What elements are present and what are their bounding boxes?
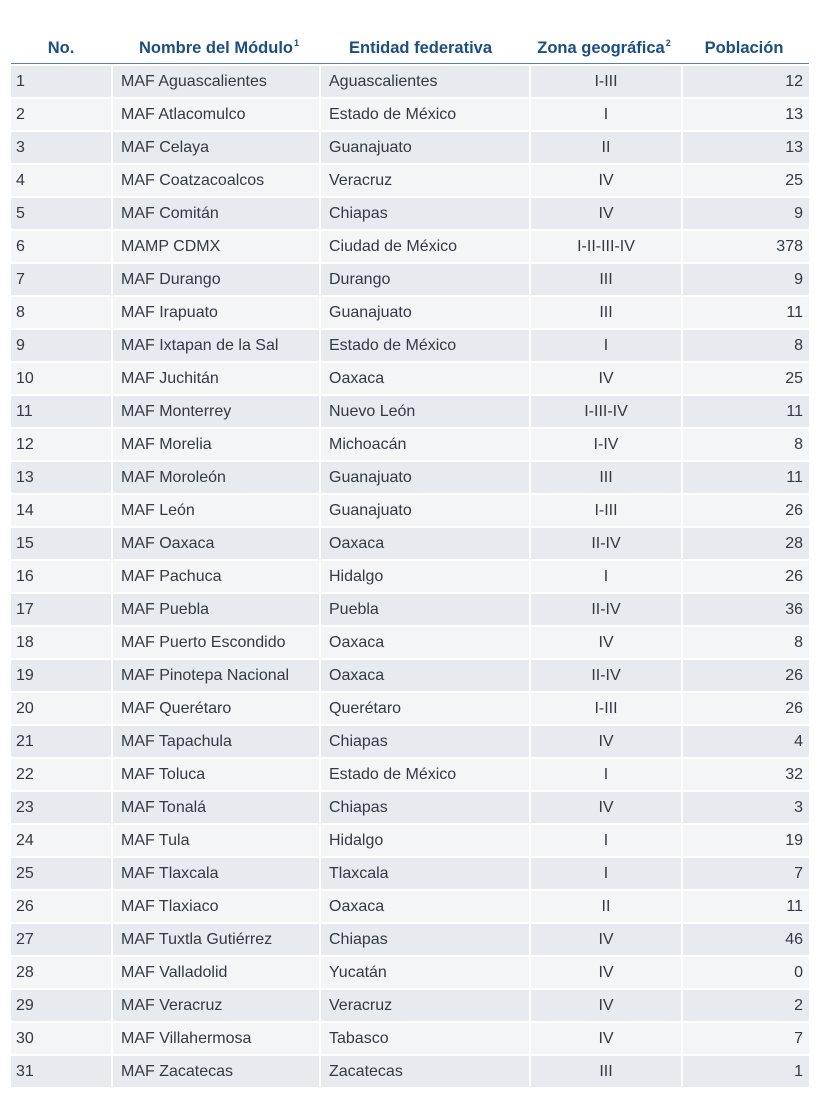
cell-zona: IV: [531, 726, 681, 757]
cell-poblacion: 28: [683, 528, 809, 559]
cell-zona: II-IV: [531, 528, 681, 559]
cell-no: 6: [11, 231, 111, 262]
cell-no: 25: [11, 858, 111, 889]
cell-entidad: Durango: [321, 264, 529, 295]
header-modulo-label: Nombre del Módulo: [139, 39, 293, 57]
cell-modulo: MAF Puebla: [113, 594, 319, 625]
cell-no: 29: [11, 990, 111, 1021]
table-row: [11, 396, 809, 427]
cell-entidad: Hidalgo: [321, 561, 529, 592]
cell-modulo: MAF Ixtapan de la Sal: [113, 330, 319, 361]
cell-modulo: MAF Juchitán: [113, 363, 319, 394]
table-row: [11, 264, 809, 295]
cell-poblacion: 26: [683, 693, 809, 724]
cell-no: 10: [11, 363, 111, 394]
cell-no: 1: [11, 66, 111, 97]
cell-zona: II: [531, 132, 681, 163]
cell-no: 13: [11, 462, 111, 493]
cell-modulo: MAF León: [113, 495, 319, 526]
cell-no: 12: [11, 429, 111, 460]
cell-no: 27: [11, 924, 111, 955]
table-row: [11, 231, 809, 262]
cell-modulo: MAF Tuxtla Gutiérrez: [113, 924, 319, 955]
table-row: [11, 528, 809, 559]
cell-zona: I-II-III-IV: [531, 231, 681, 262]
cell-poblacion: 8: [683, 627, 809, 658]
cell-no: 14: [11, 495, 111, 526]
cell-no: 16: [11, 561, 111, 592]
cell-entidad: Querétaro: [321, 693, 529, 724]
cell-poblacion: 11: [683, 891, 809, 922]
cell-no: 4: [11, 165, 111, 196]
cell-zona: I: [531, 825, 681, 856]
cell-modulo: MAF Toluca: [113, 759, 319, 790]
cell-poblacion: 7: [683, 1023, 809, 1054]
cell-no: 18: [11, 627, 111, 658]
cell-modulo: MAF Monterrey: [113, 396, 319, 427]
modules-table: [11, 30, 809, 1089]
cell-entidad: Oaxaca: [321, 363, 529, 394]
cell-no: 26: [11, 891, 111, 922]
cell-modulo: MAF Oaxaca: [113, 528, 319, 559]
cell-modulo: MAF Celaya: [113, 132, 319, 163]
cell-poblacion: 19: [683, 825, 809, 856]
cell-entidad: Puebla: [321, 594, 529, 625]
cell-zona: I: [531, 561, 681, 592]
cell-entidad: Oaxaca: [321, 660, 529, 691]
cell-poblacion: 0: [683, 957, 809, 988]
cell-modulo: MAMP CDMX: [113, 231, 319, 262]
cell-entidad: Chiapas: [321, 198, 529, 229]
table-row: [11, 297, 809, 328]
cell-poblacion: 13: [683, 99, 809, 130]
cell-no: 3: [11, 132, 111, 163]
cell-no: 24: [11, 825, 111, 856]
cell-entidad: Estado de México: [321, 330, 529, 361]
cell-modulo: MAF Tapachula: [113, 726, 319, 757]
cell-no: 20: [11, 693, 111, 724]
header-poblacion: Población: [704, 39, 784, 57]
cell-modulo: MAF Morelia: [113, 429, 319, 460]
cell-entidad: Nuevo León: [321, 396, 529, 427]
cell-entidad: Guanajuato: [321, 495, 529, 526]
cell-no: 5: [11, 198, 111, 229]
table-body: [11, 66, 809, 1087]
cell-entidad: Oaxaca: [321, 627, 529, 658]
cell-zona: IV: [531, 198, 681, 229]
cell-entidad: Estado de México: [321, 759, 529, 790]
cell-zona: IV: [531, 792, 681, 823]
cell-no: 15: [11, 528, 111, 559]
table-row: [11, 462, 809, 493]
cell-entidad: Veracruz: [321, 990, 529, 1021]
header-zona: [529, 38, 679, 63]
table-row: [11, 363, 809, 394]
cell-no: 9: [11, 330, 111, 361]
table-row: [11, 825, 809, 856]
table-row: [11, 165, 809, 196]
cell-no: 7: [11, 264, 111, 295]
table-row: [11, 99, 809, 130]
cell-entidad: Zacatecas: [321, 1056, 529, 1087]
cell-modulo: MAF Tonalá: [113, 792, 319, 823]
cell-poblacion: 26: [683, 660, 809, 691]
cell-poblacion: 26: [683, 561, 809, 592]
cell-entidad: Estado de México: [321, 99, 529, 130]
cell-poblacion: 4: [683, 726, 809, 757]
table-row: [11, 561, 809, 592]
cell-modulo: MAF Tlaxiaco: [113, 891, 319, 922]
cell-no: 11: [11, 396, 111, 427]
cell-poblacion: 2: [683, 990, 809, 1021]
table-row: [11, 198, 809, 229]
cell-poblacion: 9: [683, 264, 809, 295]
table-row: [11, 660, 809, 691]
cell-poblacion: 9: [683, 198, 809, 229]
cell-entidad: Oaxaca: [321, 528, 529, 559]
cell-entidad: Aguascalientes: [321, 66, 529, 97]
cell-no: 2: [11, 99, 111, 130]
cell-modulo: MAF Irapuato: [113, 297, 319, 328]
cell-poblacion: 12: [683, 66, 809, 97]
cell-modulo: MAF Atlacomulco: [113, 99, 319, 130]
header-zona-footnote: 2: [665, 38, 671, 48]
cell-modulo: MAF Villahermosa: [113, 1023, 319, 1054]
cell-poblacion: 8: [683, 429, 809, 460]
cell-zona: I-III: [531, 66, 681, 97]
cell-poblacion: 25: [683, 165, 809, 196]
cell-entidad: Chiapas: [321, 726, 529, 757]
cell-poblacion: 13: [683, 132, 809, 163]
table-row: [11, 858, 809, 889]
cell-zona: I: [531, 99, 681, 130]
cell-modulo: MAF Zacatecas: [113, 1056, 319, 1087]
cell-no: 22: [11, 759, 111, 790]
cell-entidad: Veracruz: [321, 165, 529, 196]
cell-modulo: MAF Valladolid: [113, 957, 319, 988]
header-modulo: [111, 38, 321, 63]
cell-modulo: MAF Veracruz: [113, 990, 319, 1021]
cell-modulo: MAF Pachuca: [113, 561, 319, 592]
cell-modulo: MAF Querétaro: [113, 693, 319, 724]
cell-zona: I: [531, 858, 681, 889]
cell-zona: IV: [531, 924, 681, 955]
table-row: [11, 990, 809, 1021]
header-no: No.: [47, 39, 75, 57]
cell-no: 19: [11, 660, 111, 691]
cell-modulo: MAF Tlaxcala: [113, 858, 319, 889]
cell-entidad: Chiapas: [321, 924, 529, 955]
cell-zona: I-III-IV: [531, 396, 681, 427]
table-row: [11, 594, 809, 625]
cell-poblacion: 32: [683, 759, 809, 790]
cell-entidad: Hidalgo: [321, 825, 529, 856]
cell-poblacion: 378: [683, 231, 809, 262]
cell-entidad: Guanajuato: [321, 132, 529, 163]
header-entidad: Entidad federativa: [349, 39, 493, 57]
header-zona-label: Zona geográfica: [537, 39, 665, 57]
cell-modulo: MAF Coatzacoalcos: [113, 165, 319, 196]
table-row: [11, 495, 809, 526]
cell-zona: II-IV: [531, 660, 681, 691]
cell-poblacion: 7: [683, 858, 809, 889]
table-header: [11, 30, 809, 64]
cell-no: 23: [11, 792, 111, 823]
cell-zona: I: [531, 330, 681, 361]
cell-zona: IV: [531, 165, 681, 196]
table-row: [11, 792, 809, 823]
cell-zona: I-III: [531, 495, 681, 526]
cell-poblacion: 8: [683, 330, 809, 361]
table-row: [11, 759, 809, 790]
table-row: [11, 1023, 809, 1054]
cell-zona: III: [531, 297, 681, 328]
cell-modulo: MAF Puerto Escondido: [113, 627, 319, 658]
table-row: [11, 627, 809, 658]
table-row: [11, 726, 809, 757]
cell-entidad: Guanajuato: [321, 462, 529, 493]
cell-entidad: Guanajuato: [321, 297, 529, 328]
cell-zona: IV: [531, 1023, 681, 1054]
cell-poblacion: 11: [683, 396, 809, 427]
cell-poblacion: 26: [683, 495, 809, 526]
cell-zona: IV: [531, 957, 681, 988]
table-row: [11, 957, 809, 988]
cell-no: 8: [11, 297, 111, 328]
cell-zona: II: [531, 891, 681, 922]
table-row: [11, 924, 809, 955]
cell-zona: III: [531, 264, 681, 295]
cell-entidad: Oaxaca: [321, 891, 529, 922]
cell-no: 31: [11, 1056, 111, 1087]
cell-entidad: Michoacán: [321, 429, 529, 460]
cell-modulo: MAF Pinotepa Nacional: [113, 660, 319, 691]
header-modulo-footnote: 1: [294, 38, 300, 48]
cell-no: 17: [11, 594, 111, 625]
cell-entidad: Tlaxcala: [321, 858, 529, 889]
cell-modulo: MAF Aguascalientes: [113, 66, 319, 97]
cell-poblacion: 46: [683, 924, 809, 955]
cell-entidad: Yucatán: [321, 957, 529, 988]
cell-zona: I-III: [531, 693, 681, 724]
table-row: [11, 891, 809, 922]
cell-modulo: MAF Comitán: [113, 198, 319, 229]
cell-entidad: Tabasco: [321, 1023, 529, 1054]
cell-no: 30: [11, 1023, 111, 1054]
cell-zona: IV: [531, 990, 681, 1021]
cell-poblacion: 1: [683, 1056, 809, 1087]
cell-poblacion: 11: [683, 297, 809, 328]
cell-modulo: MAF Tula: [113, 825, 319, 856]
cell-poblacion: 25: [683, 363, 809, 394]
cell-zona: IV: [531, 627, 681, 658]
cell-entidad: Ciudad de México: [321, 231, 529, 262]
cell-no: 21: [11, 726, 111, 757]
table-row: [11, 66, 809, 97]
table-row: [11, 1056, 809, 1087]
cell-poblacion: 11: [683, 462, 809, 493]
cell-zona: I: [531, 759, 681, 790]
cell-poblacion: 3: [683, 792, 809, 823]
table-row: [11, 429, 809, 460]
cell-zona: I-IV: [531, 429, 681, 460]
cell-zona: III: [531, 1056, 681, 1087]
cell-no: 28: [11, 957, 111, 988]
cell-entidad: Chiapas: [321, 792, 529, 823]
cell-poblacion: 36: [683, 594, 809, 625]
table-row: [11, 330, 809, 361]
table-row: [11, 132, 809, 163]
cell-zona: III: [531, 462, 681, 493]
cell-zona: IV: [531, 363, 681, 394]
cell-modulo: MAF Moroleón: [113, 462, 319, 493]
table-row: [11, 693, 809, 724]
cell-zona: II-IV: [531, 594, 681, 625]
cell-modulo: MAF Durango: [113, 264, 319, 295]
